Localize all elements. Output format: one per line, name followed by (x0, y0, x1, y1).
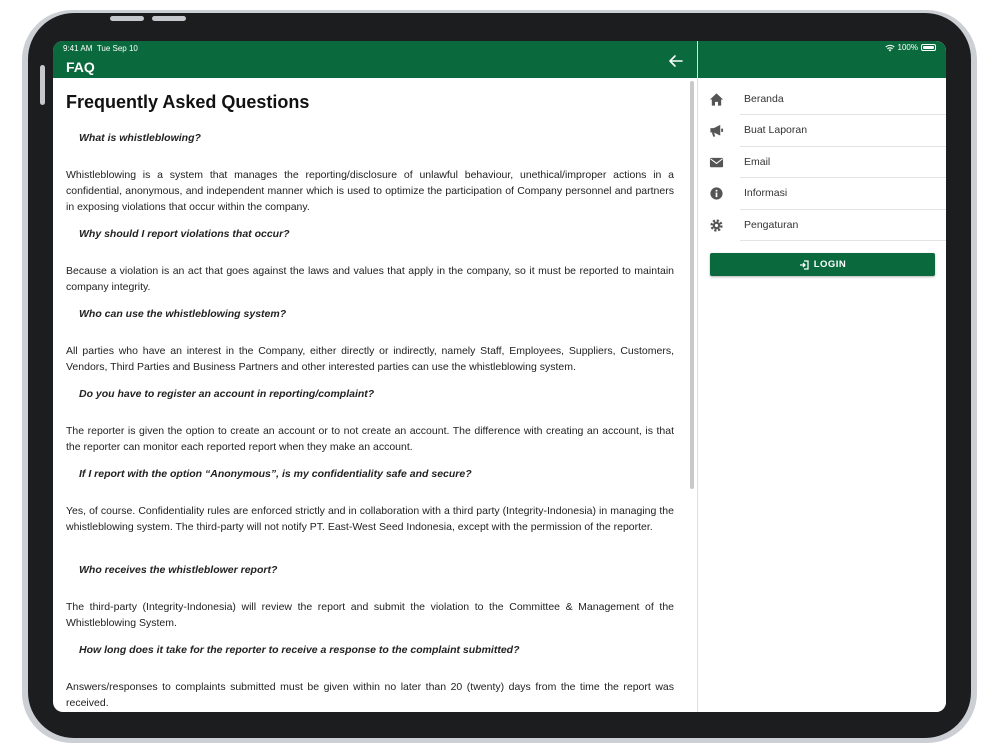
faq-answer: Answers/responses to complaints submitted must be given within no later than 20 (twenty) days from the time the report was received. (66, 681, 674, 709)
faq-question: How long does it take for the reporter to receive a response to the complaint submitted? (79, 644, 520, 656)
faq-answer: Whistleblowing is a system that manages the reporting/disclosure of unlawful behaviour, unethical/improper actions in a confidential, anonymous, and independent manner which is used to optimize the participation of Company personnel and partners in exposing violations that occur within the company. (66, 169, 674, 213)
faq-question: What is whistleblowing? (79, 132, 201, 144)
login-label: LOGIN (813, 259, 847, 270)
faq-content[interactable] (53, 78, 689, 712)
faq-item (66, 467, 674, 535)
menu-item-label: Buat Laporan (744, 124, 808, 137)
main-pane (53, 41, 697, 712)
app-screen (53, 41, 946, 712)
gear-icon (709, 218, 724, 233)
faq-item (66, 227, 674, 295)
faq-item (66, 643, 674, 711)
volume-down-hardware-button (152, 16, 186, 21)
page-title: Frequently Asked Questions (66, 92, 310, 112)
power-hardware-button (40, 65, 45, 105)
faq-item (66, 387, 674, 455)
menu-separator (740, 240, 946, 241)
status-time-text: 9:41 AM (63, 44, 93, 53)
status-right-group (885, 43, 936, 52)
menu-item-label: Informasi (744, 187, 788, 200)
login-button[interactable] (710, 253, 935, 276)
status-bar (53, 41, 946, 57)
sign-in-icon (799, 260, 809, 270)
menu-item-email[interactable] (698, 147, 946, 178)
envelope-icon (709, 155, 724, 170)
menu-item-buat-laporan[interactable] (698, 115, 946, 146)
faq-item (66, 563, 674, 631)
battery-icon (921, 44, 936, 51)
menu-list (698, 84, 946, 241)
menu-item-informasi[interactable] (698, 178, 946, 209)
faq-answer: The reporter is given the option to create an account or to not create an account. The difference with creating an account, is that the reporter can monitor each reported report when they make an account. (66, 425, 674, 453)
faq-answer: All parties who have an interest in the Company, either directly or indirectly, namely Staff, Employees, Suppliers, Customers, Vendors, Third Parties and Business Partners and other interested parties can use the whistleblowing system. (66, 345, 674, 373)
menu-item-beranda[interactable] (698, 84, 946, 115)
menu-item-label: Pengaturan (744, 218, 799, 231)
home-icon (709, 92, 724, 107)
faq-answer: Yes, of course. Confidentiality rules are enforced strictly and in collaboration with a third party (Integrity-Indonesia) in managing the whistleblowing system. The third-party will not notify PT. East-West Seed Indonesia, except with the permission of the reporter. (66, 505, 674, 533)
status-date-text: Tue Sep 10 (96, 44, 138, 53)
menu-item-pengaturan[interactable] (698, 210, 946, 241)
faq-question: If I report with the option “Anonymous”, is my confidentiality safe and secure? (79, 468, 472, 480)
volume-up-hardware-button (110, 16, 144, 21)
faq-answer: The third-party (Integrity-Indonesia) will review the report and submit the violation to the Committee & Management of the Whistleblowing System. (66, 601, 674, 629)
faq-item (66, 307, 674, 375)
faq-item (66, 131, 674, 215)
status-time (63, 44, 138, 53)
faq-question: Do you have to register an account in reporting/complaint? (79, 388, 375, 400)
header-title: FAQ (66, 59, 95, 75)
faq-answer: Because a violation is an act that goes against the laws and values that apply in the company, so it must be reported to maintain company integrity. (66, 265, 674, 293)
battery-percent: 100% (897, 43, 918, 52)
menu-item-label: Email (744, 155, 771, 168)
faq-question: Why should I report violations that occur? (79, 228, 290, 240)
megaphone-icon (709, 123, 724, 138)
scrollbar[interactable] (690, 81, 694, 489)
wifi-icon (885, 44, 895, 52)
faq-question: Who receives the whistleblower report? (79, 564, 278, 576)
side-menu (698, 41, 946, 712)
menu-item-label: Beranda (744, 93, 784, 105)
info-icon (709, 186, 724, 201)
faq-question: Who can use the whistleblowing system? (79, 308, 287, 320)
